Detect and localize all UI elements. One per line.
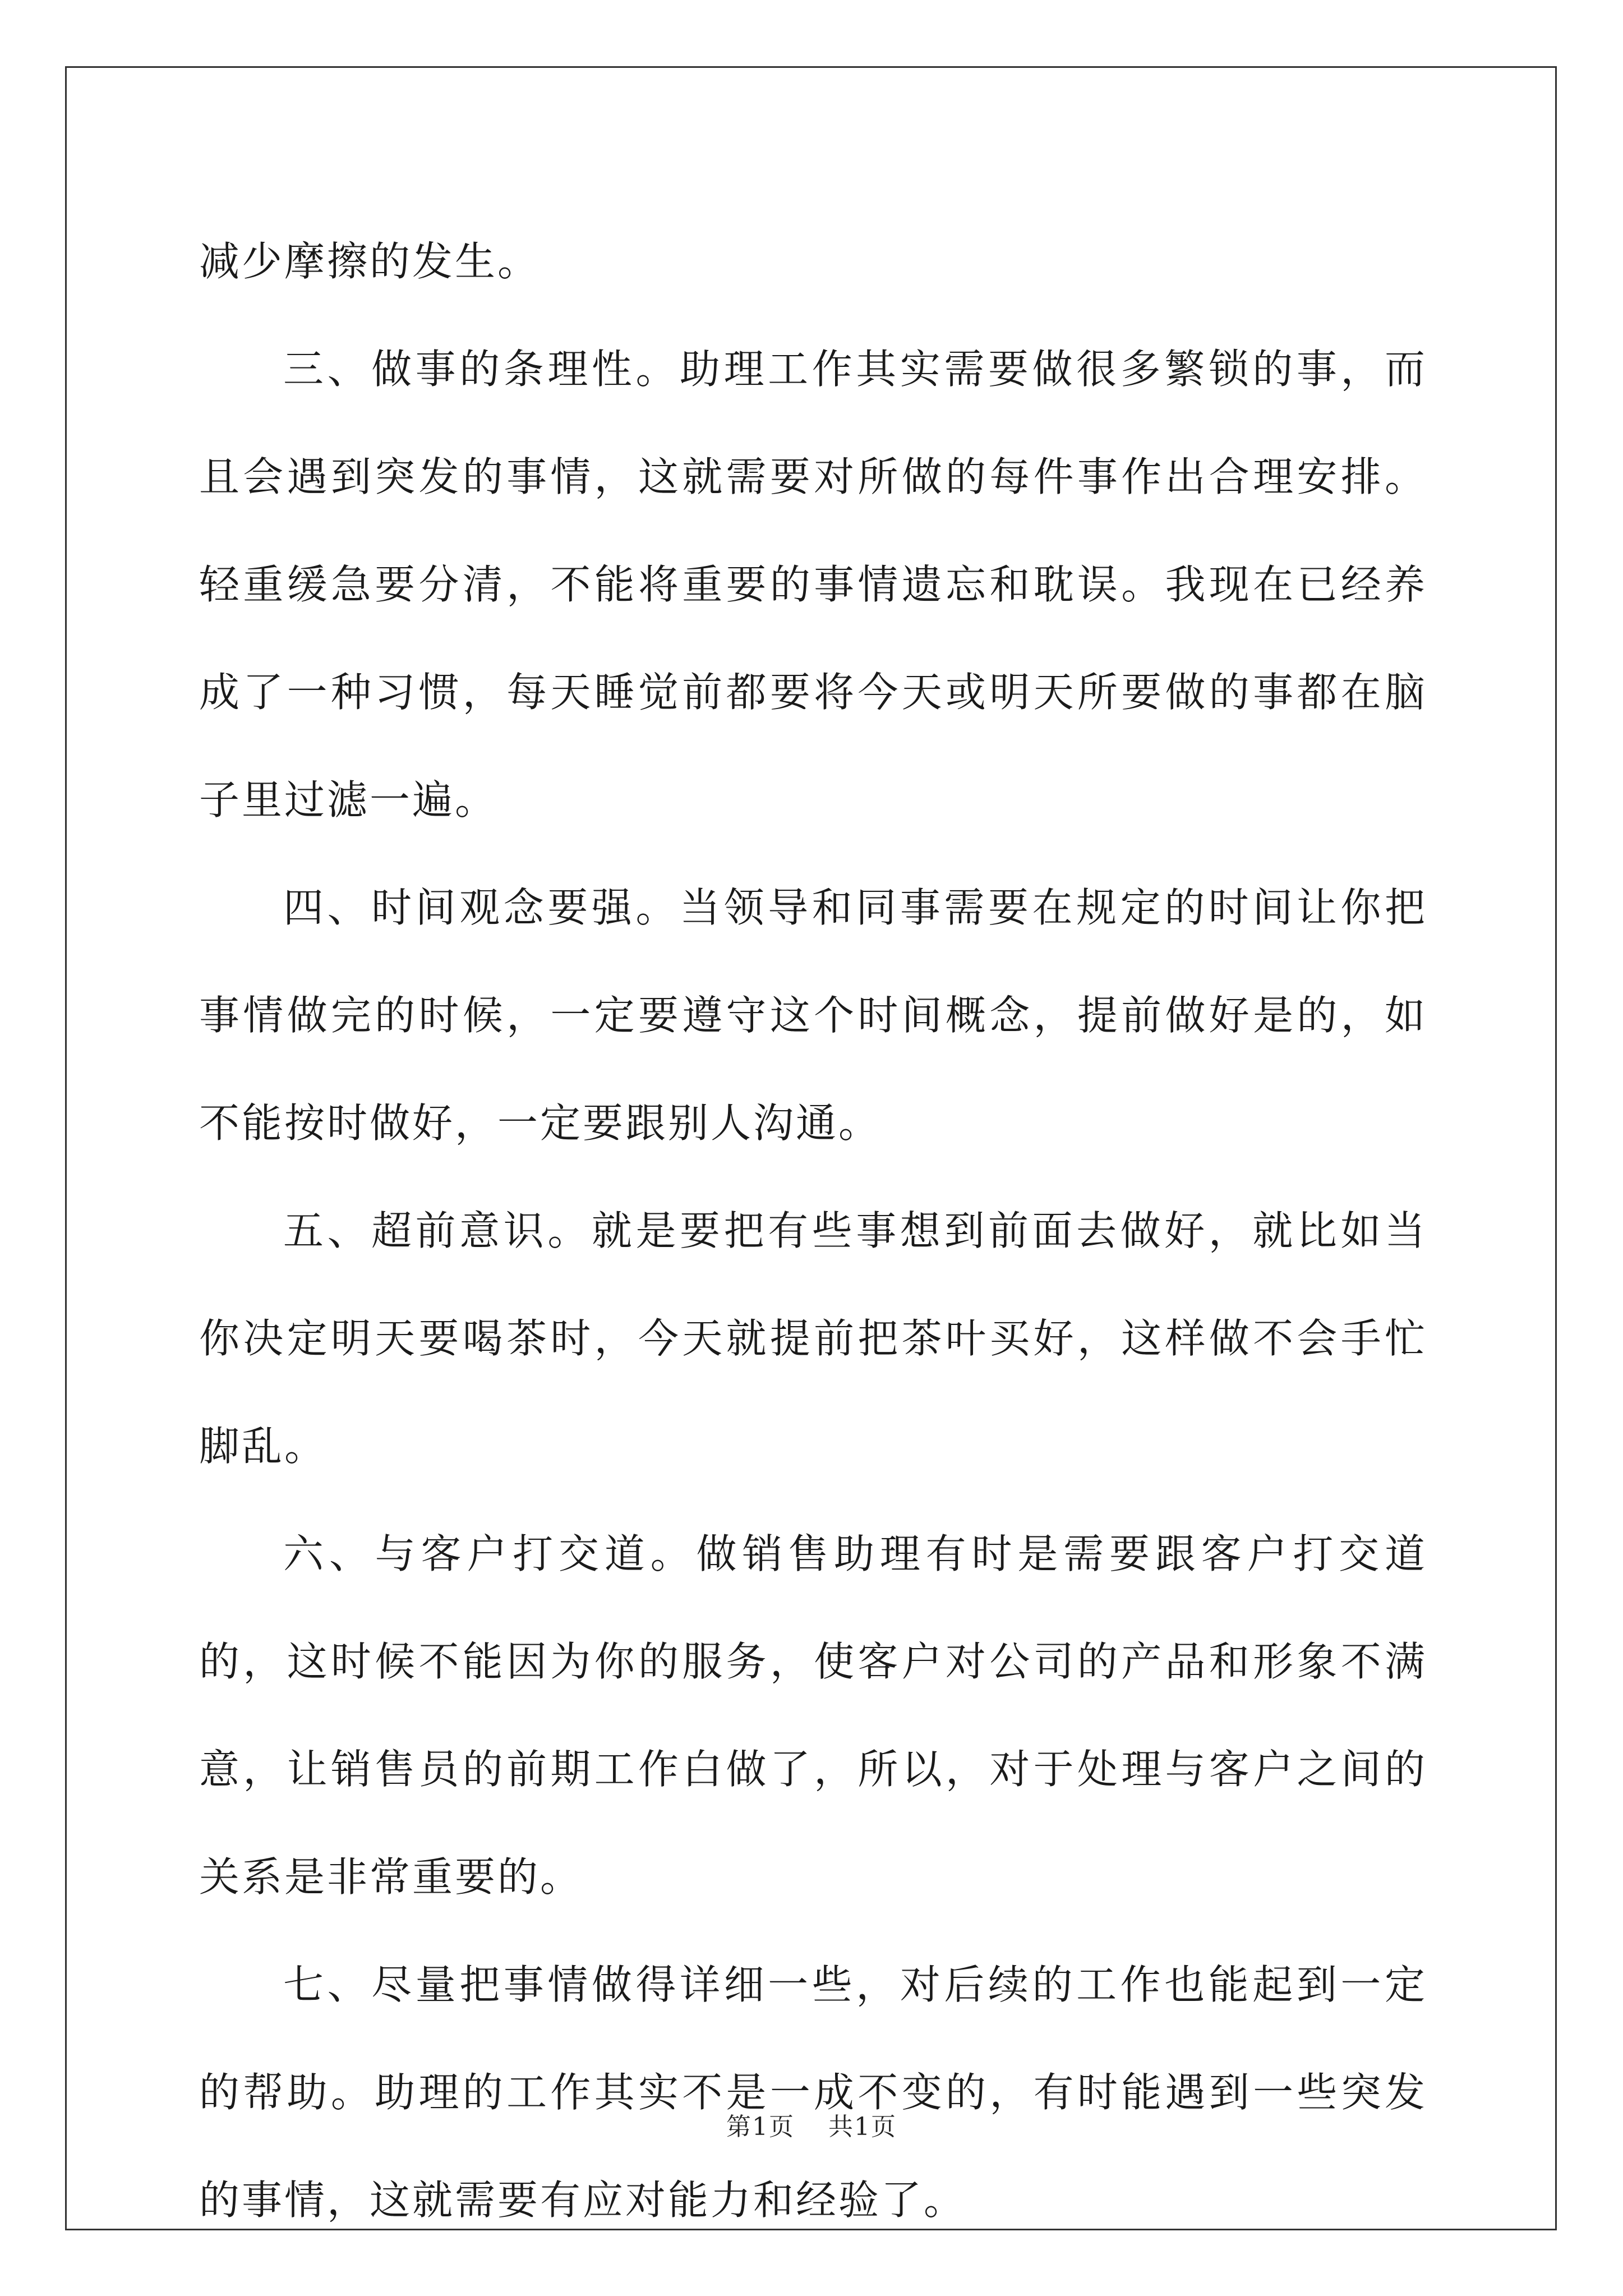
page-footer [0,2110,1623,2144]
page-number-current: 第1页 [726,2113,795,2141]
paragraph-0: 减少摩擦的发生。 [199,238,541,285]
document-body [199,208,1427,2254]
page-number-total: 共1页 [828,2113,897,2141]
paragraph-3: 五、超前意识。就是要把有些事想到前面去做好，就比如当你决定明天要喝茶时，今天就提前把茶叶买好，这样做不会手忙脚乱。 [199,1207,1427,1470]
paragraph-5: 七、尽量把事情做得详细一些，对后续的工作也能起到一定的帮助。助理的工作其实不是一成不变的，有时能遇到一些突发的事情，这就需要有应对能力和经验了。 [199,1961,1427,2224]
paragraph-4: 六、与客户打交道。做销售助理有时是需要跟客户打交道的，这时候不能因为你的服务，使客户对公司的产品和形象不满意，让销售员的前期工作白做了，所以，对于处理与客户之间的关系是非常重要的。 [199,1530,1427,1901]
paragraph-1: 三、做事的条理性。助理工作其实需要做很多繁锁的事，而且会遇到突发的事情，这就需要对所做的每件事作出合理安排。轻重缓急要分清，不能将重要的事情遗忘和耽误。我现在已经养成了一种习惯，每天睡觉前都要将今天或明天所要做的事都在脑子里过滤一遍。 [199,346,1427,823]
paragraph-2: 四、时间观念要强。当领导和同事需要在规定的时间让你把事情做完的时候，一定要遵守这个时间概念，提前做好是的，如不能按时做好，一定要跟别人沟通。 [199,884,1427,1147]
